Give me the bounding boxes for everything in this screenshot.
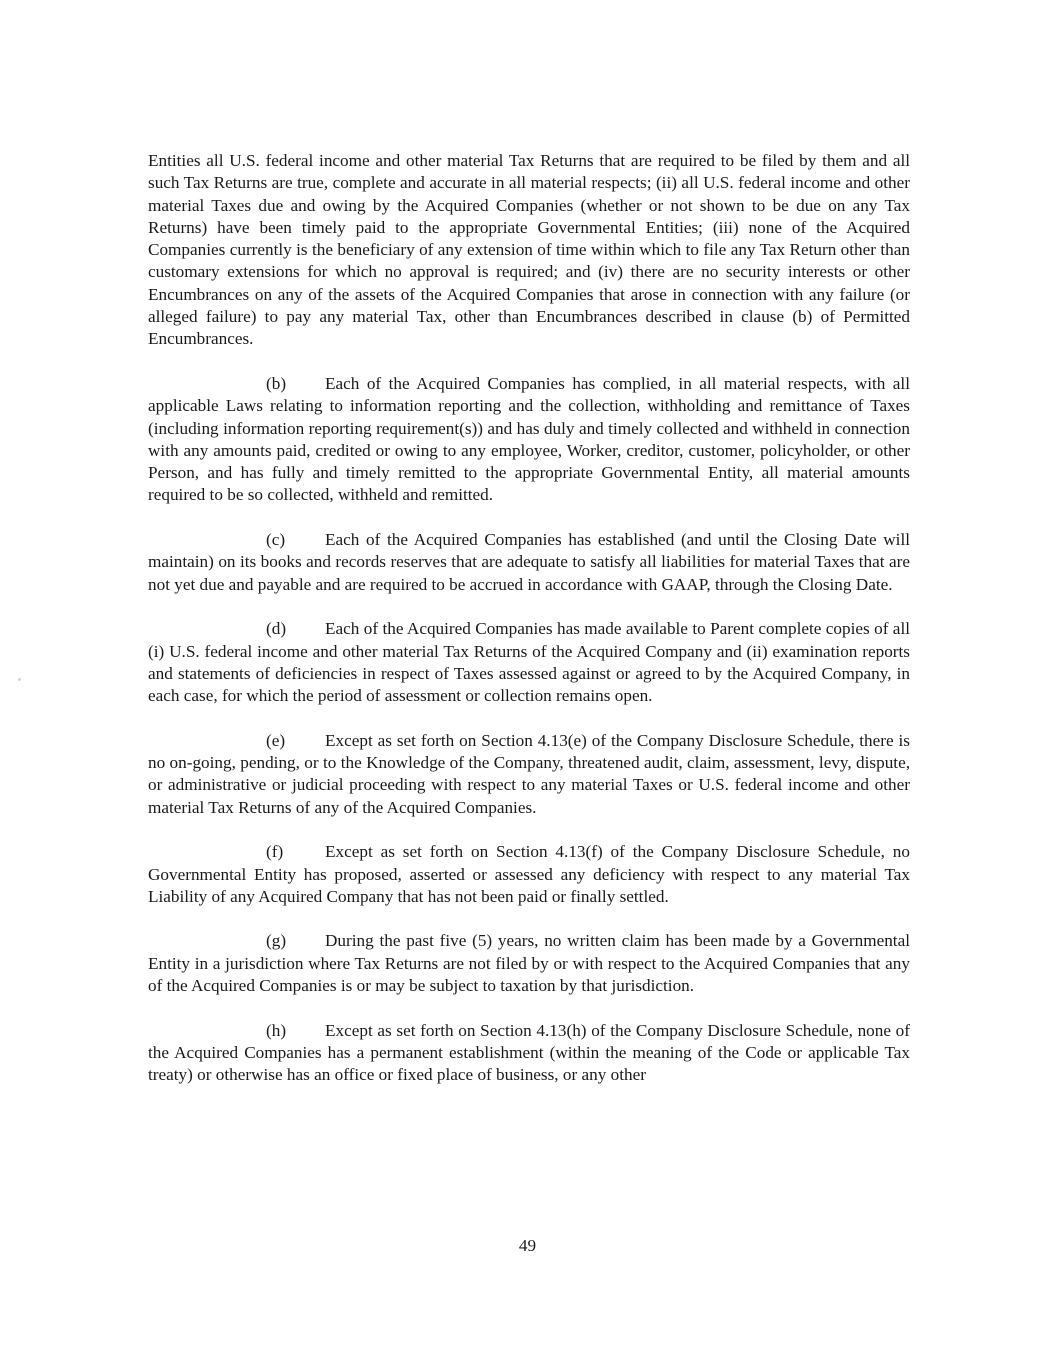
paragraph-text: Each of the Acquired Companies has complied, in all material respects, with all applicable Laws relating to information reporting and the collection, withholding and remittance of Taxes (including information reporting requirement(s)) and has duly and timely collected and withheld in connection with any amounts paid, credited or owing to any employee, Worker, creditor, customer, policyholder, or other Person, and has fully and timely remitted to the appropriate Governmental Entity, all material amounts required to be so collected, withheld and remitted. [148, 373, 910, 505]
paragraph-b [148, 373, 910, 507]
paragraph-label: (f) [266, 842, 284, 862]
paragraph-label: (c) [266, 530, 286, 550]
paragraph-text: Each of the Acquired Companies has made available to Parent complete copies of all (i) U.S. federal income and other material Tax Returns of the Acquired Company and (ii) examination reports and statements of deficiencies in respect of Taxes assessed against or agreed to by the Acquired Company, in each case, for which the period of assessment or collection remains open. [148, 619, 910, 706]
paragraph-text: During the past five (5) years, no written claim has been made by a Governmental Entity in a jurisdiction where Tax Returns are not filed by or with respect to the Acquired Companies that any of the Acquired Companies is or may be subject to taxation by that jurisdiction. [148, 931, 910, 995]
paragraph-label: (h) [266, 1020, 287, 1040]
paragraph-continuation [148, 150, 910, 351]
document-body [148, 150, 910, 1109]
paragraph-text: Each of the Acquired Companies has established (and until the Closing Date will maintain) on its books and records reserves that are adequate to satisfy all liabilities for material Taxes that are not yet due and payable and are required to be accrued in accordance with GAAP, through the Closing Date. [148, 530, 910, 594]
paragraph-c [148, 529, 910, 596]
paragraph-e [148, 730, 910, 819]
paragraph-text: Except as set forth on Section 4.13(f) of the Company Disclosure Schedule, no Governmental Entity has proposed, asserted or assessed any deficiency with respect to any material Tax Liability of any Acquired Company that has not been paid or finally settled. [148, 842, 910, 906]
page-number: 49 [518, 1236, 537, 1255]
paragraph-text: Entities all U.S. federal income and other material Tax Returns that are required to be filed by them and all such Tax Returns are true, complete and accurate in all material respects; (ii) all U.S. federal income and other material Taxes due and owing by the Acquired Companies (whether or not shown to be due on any Tax Returns) have been timely paid to the appropriate Governmental Entities; (iii) none of the Acquired Companies currently is the beneficiary of any extension of time within which to file any Tax Return other than customary extensions for which no approval is required; and (iv) there are no security interests or other Encumbrances on any of the assets of the Acquired Companies that arose in connection with any failure (or alleged failure) to pay any material Tax, other than Encumbrances described in clause (b) of Permitted Encumbrances. [148, 151, 910, 349]
paragraph-text: Except as set forth on Section 4.13(e) of the Company Disclosure Schedule, there is no on-going, pending, or to the Knowledge of the Company, threatened audit, claim, assessment, levy, dispute, or administrative or judicial proceeding with respect to any material Taxes or U.S. federal income and other material Tax Returns of any of the Acquired Companies. [148, 730, 910, 817]
paragraph-g [148, 930, 910, 997]
paragraph-d [148, 618, 910, 707]
paragraph-f [148, 841, 910, 908]
paragraph-label: (g) [266, 931, 287, 951]
paragraph-label: (d) [266, 619, 287, 639]
scan-speck [18, 678, 21, 681]
paragraph-h [148, 1020, 910, 1087]
paragraph-label: (e) [266, 730, 286, 750]
paragraph-label: (b) [266, 373, 287, 393]
paragraph-text: Except as set forth on Section 4.13(h) of the Company Disclosure Schedule, none of the Acquired Companies has a permanent establishment (within the meaning of the Code or applicable Tax treaty) or otherwise has an office or fixed place of business, or any other [148, 1020, 910, 1085]
